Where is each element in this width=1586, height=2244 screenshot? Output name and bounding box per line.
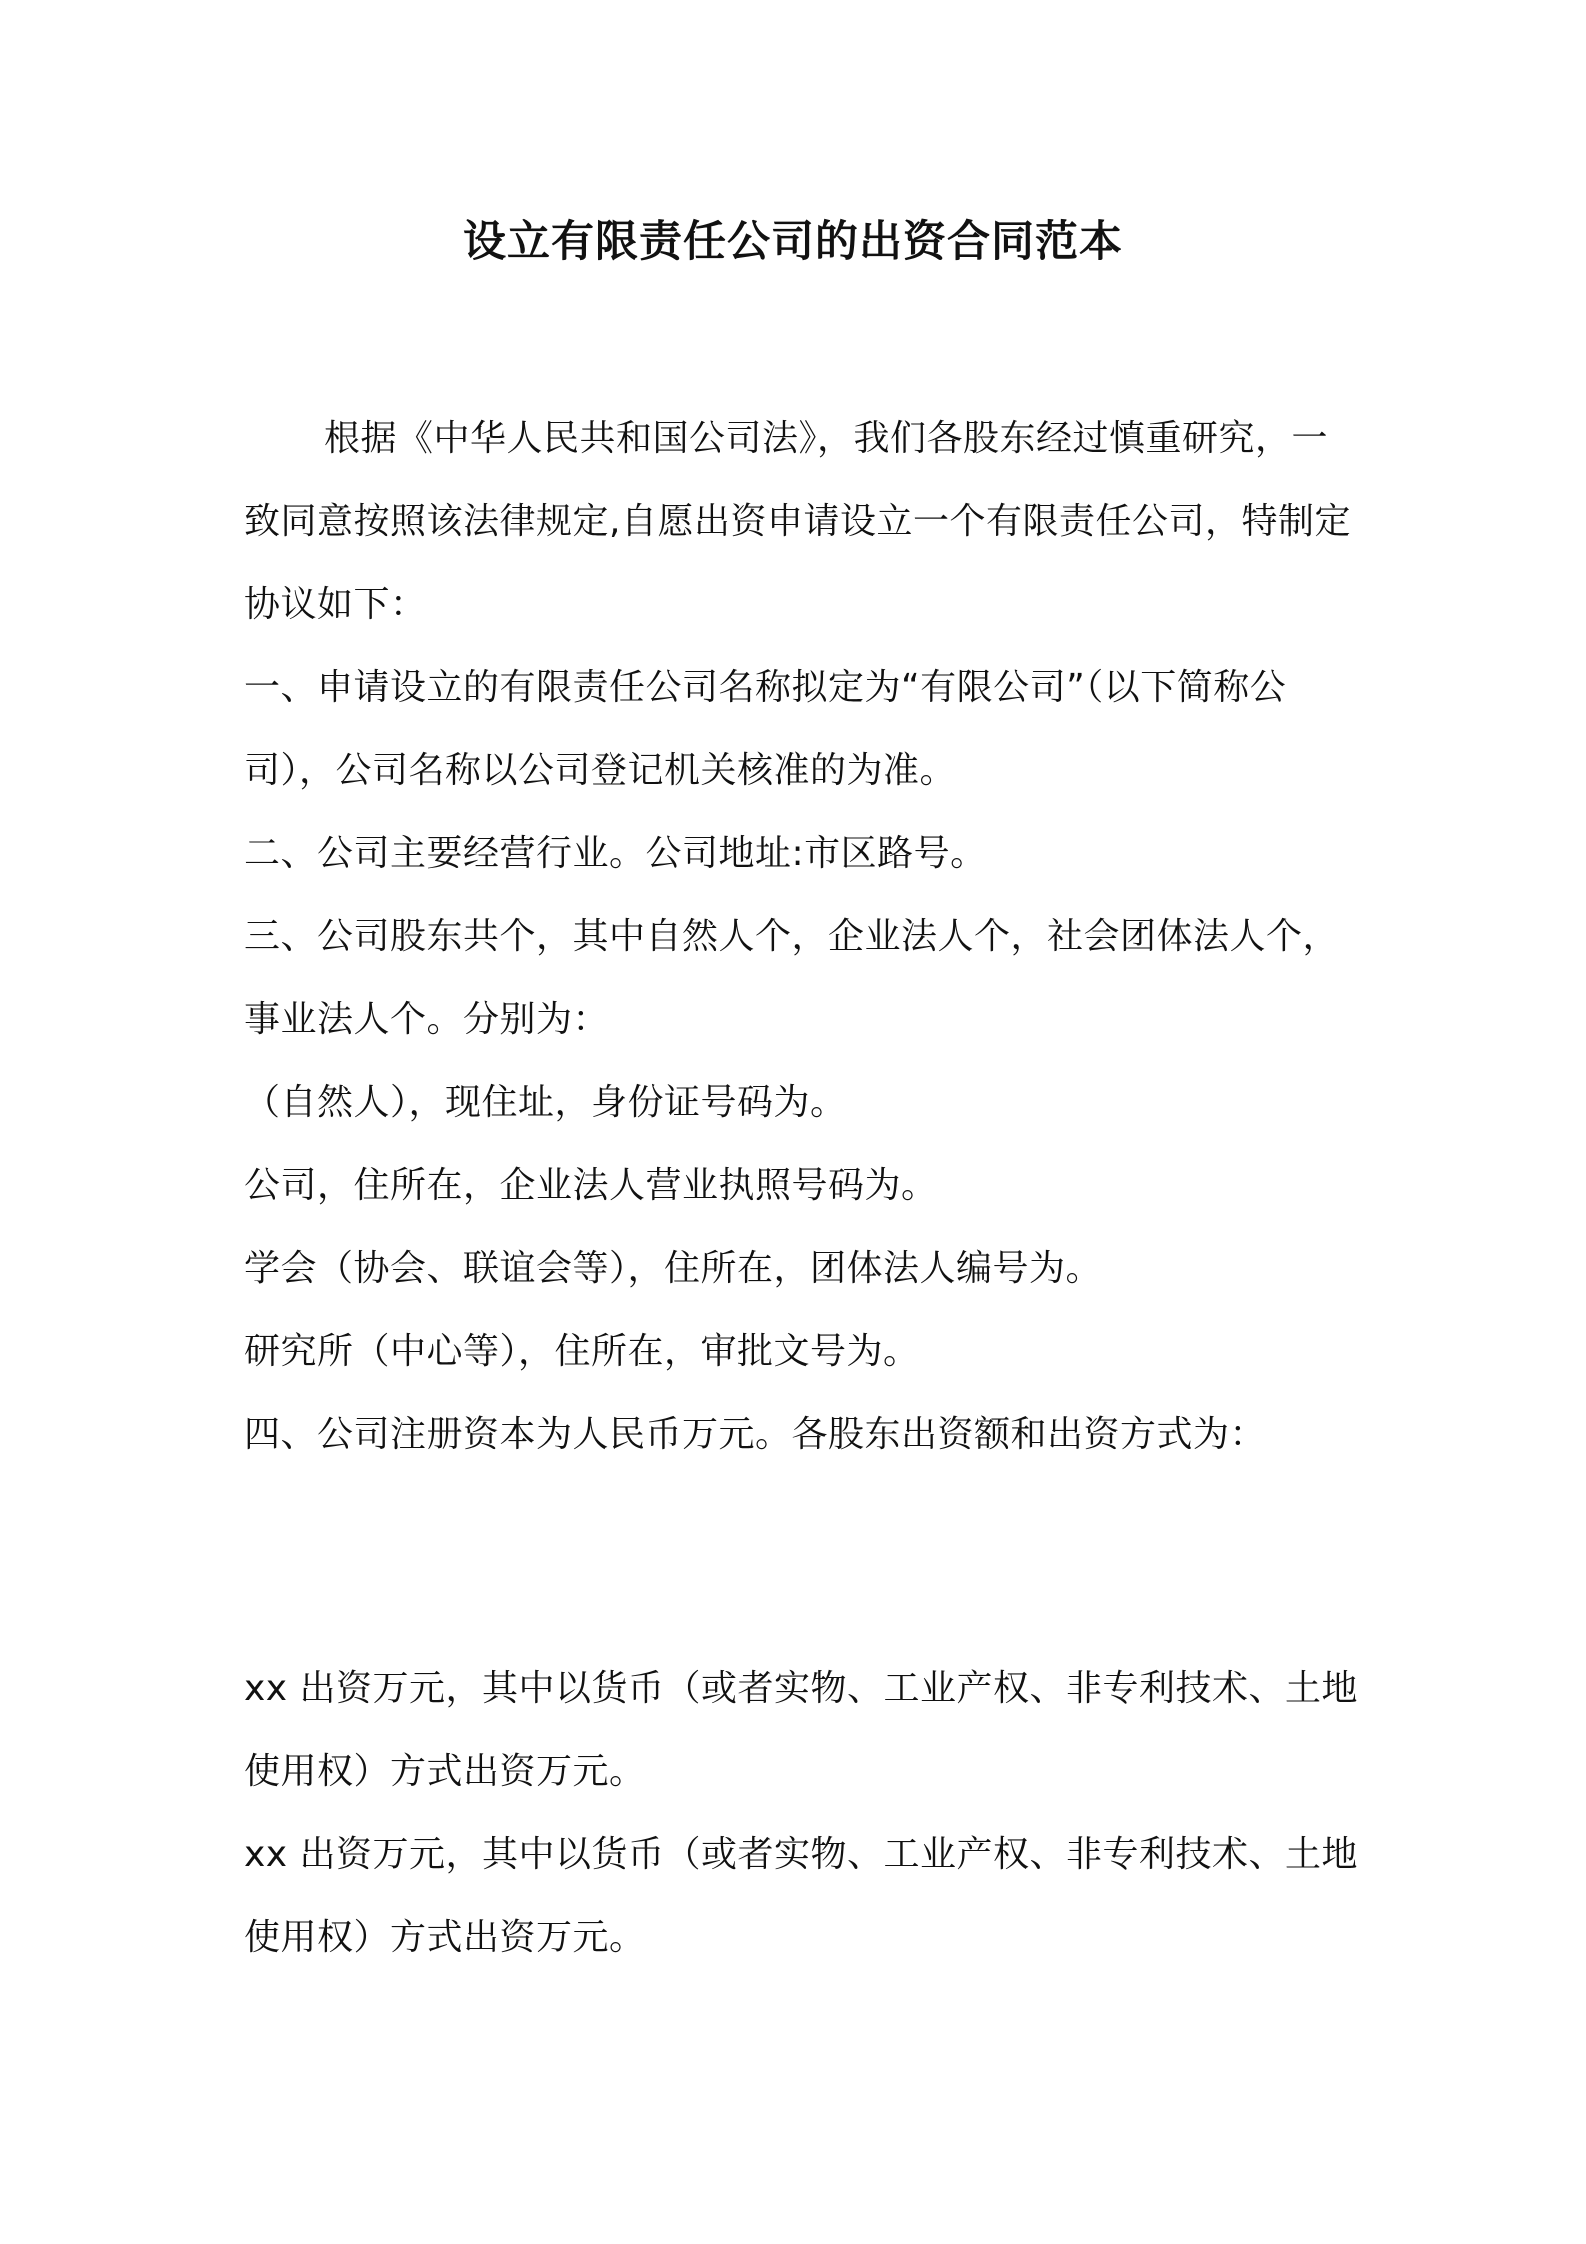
clause-3-paragraph: 三、公司股东共个，其中自然人个，企业法人个，社会团体法人个，事业法人个。分别为： [244,916,1340,1040]
clause-4-paragraph: 四、公司注册资本为人民币万元。各股东出资额和出资方式为： [244,1414,1267,1455]
clause-2-paragraph: 二、公司主要经营行业。公司地址:市区路号。 [244,833,987,874]
shareholder-association: 学会（协会、联谊会等），住所在，团体法人编号为。 [244,1248,1103,1289]
shareholder-company: 公司，住所在，企业法人营业执照号码为。 [244,1165,938,1206]
document-body-upper [244,397,1364,1476]
preamble-paragraph: 根据《中华人民共和国公司法》，我们各股东经过慎重研究，一致同意按照该法律规定,自愿出资申请设立一个有限责任公司，特制定协议如下： [244,418,1351,625]
document-body-lower [244,1647,1364,1979]
document-title: 设立有限责任公司的出资合同范本 [463,217,1123,267]
contribution-paragraph: xx 出资万元，其中以货币（或者实物、工业产权、非专利技术、土地使用权）方式出资万元。 [244,1668,1359,1792]
shareholder-natural-person: （自然人），现住址，身份证号码为。 [244,1082,847,1123]
contribution-paragraph: xx 出资万元，其中以货币（或者实物、工业产权、非专利技术、土地使用权）方式出资万元。 [244,1834,1359,1958]
clause-1-paragraph: 一、申请设立的有限责任公司名称拟定为“有限公司”（以下简称公司），公司名称以公司登记机关核准的为准。 [244,667,1287,791]
shareholder-institute: 研究所（中心等），住所在，审批文号为。 [244,1331,920,1372]
